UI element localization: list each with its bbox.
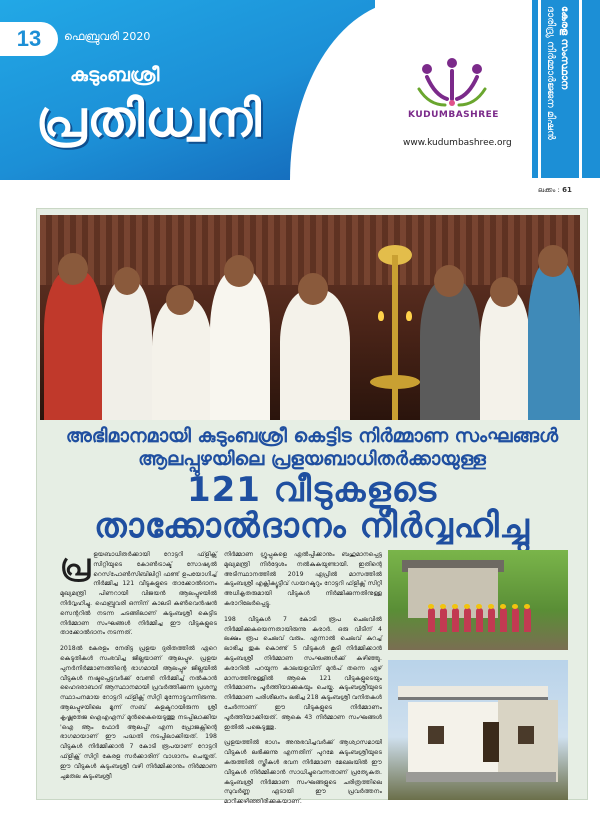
article-paragraph: പ്രളയത്തിൽ ഭാഗം അനുഭവിച്ചവർക്ക് ആശ്വാസമായി വീടുകൾ ലഭിക്കുന്നു എന്നതിന് പുറമേ കുടുംബശ്രീയുടെ കരുത്തിൽ സ്ത്രീകൾ ഭവന നിർമ്മാണ മേഖലയിൽ ഈ വീടുകൾ നിർമ്മിക്കാൻ സാധിച്ചുവെന്നതാണ് പ്രത്യേകത. കുടുംബശ്രീ നിർമ്മാണ സംഘങ്ങളുടെ ചരിത്രത്തിലെ സുവർണ്ണ ഏടായി ഈ പ്രവർത്തനം മാറിക്കഴിഞ്ഞിരിക്കുകയാണ്. [224,739,382,806]
side-band-line1: കേരള സംസ്ഥാന [559,6,570,90]
drop-cap: പ്ര [60,548,91,583]
photo-person [44,270,104,420]
lamp-flame [406,311,412,321]
worker-helmet [476,604,482,609]
headline-main-line2: താക്കോൽദാനം നിർവ്വഹിച്ചു [94,506,530,546]
worker-helmet [428,604,434,609]
photo-person-head [58,253,88,285]
worker-helmet [524,604,530,609]
paragraph-text: ളയബാധിതർക്കായി റോട്ടറി ഫ്‌ളിക്സ് സിറ്റിയുടെ കോൺട്രാക്ട് സോഷ്യൽ റെസ്‌പോൺസിബിലിറ്റി ഫണ്ട് ഉപയോഗിച്ച് നിർമ്മിച്ച 121 വീടുകളുടെ താക്കോൽദാനം മുഖ്യമന്ത്രി പിണറായി വിജയൻ ആലപ്പുഴയിൽ നിർവ്വഹിച്ചു. ഫെബ്രുവരി ഒന്നിന് കാലടി കൺവെൻഷൻ സെന്ററിൽ നടന്ന ചടങ്ങിലാണ് കുടുംബശ്രീ കെട്ടിട നിർമ്മാണ സംഘങ്ങൾ നിർമ്മിച്ച ഈ വീടുകളുടെ താക്കോൽദാനം നടന്നത്. [60,551,217,637]
photo-person-head [490,277,518,307]
construction-team-photo [388,550,568,650]
article-paragraph: 198 വീടുകൾ 7 കോടി രൂപ ചെലവിൽ നിർമ്മിക്കുകയെന്നതായിരുന്നു കരാർ. ഒരു വീടിന് 4 ലക്ഷം രൂപ ചെലവ് വരും. എന്നാൽ ചെലവ് കുറച്ച് ലാഭിച്ച തുക കൊണ്ട് 5 വീടുകൾ കൂടി നിർമ്മിക്കാൻ കുടുംബശ്രീ നിർമ്മാണ സംഘങ്ങൾക്ക് കഴിഞ്ഞു. കരാറിൽ പറയുന്ന കാലയളവിന് മുൻപ് തന്നെ ഏഴ് മാസത്തിനുള്ളിൽ ആകെ 121 വീടുകളുടെയും നിർമ്മാണം പൂർത്തിയാക്കുകയും ചെയ്തു. കുടുംബശ്രീയുടെ നിർമ്മാണ പരിശീലനം ലഭിച്ച 218 കുടുംബശ്രീ വനിതകൾ ചേർന്നാണ് ഈ വീടുകളുടെ നിർമ്മാണം പൂർത്തിയാക്കിയത്. ആകെ 43 നിർമ്മാണ സംഘങ്ങൾ ഇതിൽ പങ്കെടുത്തു. [224,615,382,731]
worker-helmet [500,604,506,609]
photo-person-head [224,255,254,287]
photo-person [102,280,152,420]
photo-person-head [114,267,140,295]
worker [476,608,483,632]
mission-side-band [532,0,600,178]
house-window [518,726,534,744]
worker-helmet [440,604,446,609]
completed-house-photo [388,660,568,800]
article-paragraph: 2018ൽ കേരളം നേരിട്ട പ്രളയ ദുരിതത്തിൽ ഏറെ കെടുതികൾ സംഭവിച്ച ജില്ലയാണ് ആലപ്പുഴ. പ്രളയ പുനർനിർമ്മാണത്തിന്റെ ഭാഗമായി ആലപ്പുഴ ജില്ലയിൽ വീടുകൾ നഷ്ടപ്പെട്ടവർക്ക് വേണ്ടി നിർമ്മിച്ച് നൽകാൻ ഹൈദരാബാദ് ആസ്ഥാനമായി പ്രവർത്തിക്കുന്ന പ്രശസ്ത സ്ഥാപനമായ റോട്ടറി ഫ്‌ളിക്സ് സിറ്റി മുന്നോട്ടുവന്നിരുന്നു. ആലപ്പുഴയിലെ മൂന്ന് സബ് കളക്ടറായിരുന്ന ശ്രീ കൃഷ്ണതേജ ഐഎഎസ് മുൻകൈയെടുത്തു നടപ്പിലാക്കിയ 'ഐ ആം ഫോർ ആലപ്പി' എന്ന പ്രോജക്റ്റിന്റെ ഭാഗമായാണ് ഈ പദ്ധതി നടപ്പിലാക്കിയത്. 198 വീടുകൾ നിർമ്മിക്കാൻ 7 കോടി രൂപയാണ് റോട്ടറി ഫ്‌ളിക്സ് സിറ്റി കേരള സർക്കാരിന് വാഗ്ദാനം ചെയ്തത്. ഈ വീടുകൾ കുടുംബശ്രീ വഴി നിർമ്മിക്കാനും നിർമ്മാണ ചുമതല കുടുംബശ്രീ [60,645,217,780]
photo-person [280,290,350,420]
photo-person-head [434,265,464,297]
worker-helmet [512,604,518,609]
worker-helmet [488,604,494,609]
worker-helmet [452,604,458,609]
photo-person [420,280,480,420]
headline-kicker: അഭിമാനമായി കുടുംബശ്രീ കെട്ടിട നിർമ്മാണ സംഘങ്ങൾ [65,425,559,447]
headline-kicker-line2: ആലപ്പുഴയിലെ പ്രളയബാധിതർക്കായുള്ള [138,448,486,470]
publication-subtitle: കുടുംബശ്രീ [70,64,160,86]
worker [524,608,531,632]
masthead [0,0,600,180]
worker [452,608,459,632]
worker [500,608,507,632]
photo-person [480,290,530,420]
publication-title: പ്രതിധ്വനി [36,90,262,148]
worker [464,608,471,632]
house-door [483,722,499,762]
photo-person [210,270,270,420]
house-window [428,726,444,744]
issue-count [538,186,572,195]
article-paragraph [60,550,217,638]
photo-person-head [538,245,568,277]
article-paragraph: നിർമ്മാണ ഗ്രൂപ്പുകളെ ഏൽപ്പിക്കാനും ബഹുമാനപ്പെട്ട മുഖ്യമന്ത്രി നിർദ്ദേശം നൽകുകയുണ്ടായി. ഇതിന്റെ അടിസ്ഥാനത്തിൽ 2019 ഏപ്രിൽ മാസത്തിൽ കുടുംബശ്രീ എക്സിക്യൂട്ടീവ് ഡയറക്ടറും റോട്ടറി ഫ്‌ളിക്സ് സിറ്റി അധികൃതരുമായി വീടുകൾ നിർമ്മിക്കുന്നതിനുള്ള കരാറിലേർപ്പെട്ടു. [224,551,382,607]
photo-person-head [166,285,194,315]
house-step [406,772,556,782]
photo-person-head [298,273,328,305]
article-column-1 [60,550,217,787]
website-link[interactable]: www.kudumbashree.org [403,138,512,148]
issue-count-label: ലക്കം : [538,186,560,194]
worker [440,608,447,632]
house-roof [398,686,548,700]
logo-wordmark: KUDUMBASHREE [408,110,499,120]
issue-number-badge: 13 [0,22,58,56]
issue-count-value: 61 [562,186,572,194]
photo-person [528,260,580,420]
worker [512,608,519,632]
lamp-stem [392,255,398,420]
lamp-flame [378,311,384,321]
photo-person [152,298,212,420]
worker-helmet [464,604,470,609]
headline-main-line1: 121 വീടുകളുടെ [186,470,438,510]
issue-date: ഫെബ്രുവരി 2020 [64,30,151,43]
ceremony-photo [40,215,580,420]
worker [428,608,435,632]
article-column-2 [224,550,382,813]
lamp-base [370,375,420,389]
side-band-line2: ദാരിദ്ര്യ നിർമ്മാർജ്ജന മിഷൻ [545,6,556,140]
worker [488,608,495,632]
